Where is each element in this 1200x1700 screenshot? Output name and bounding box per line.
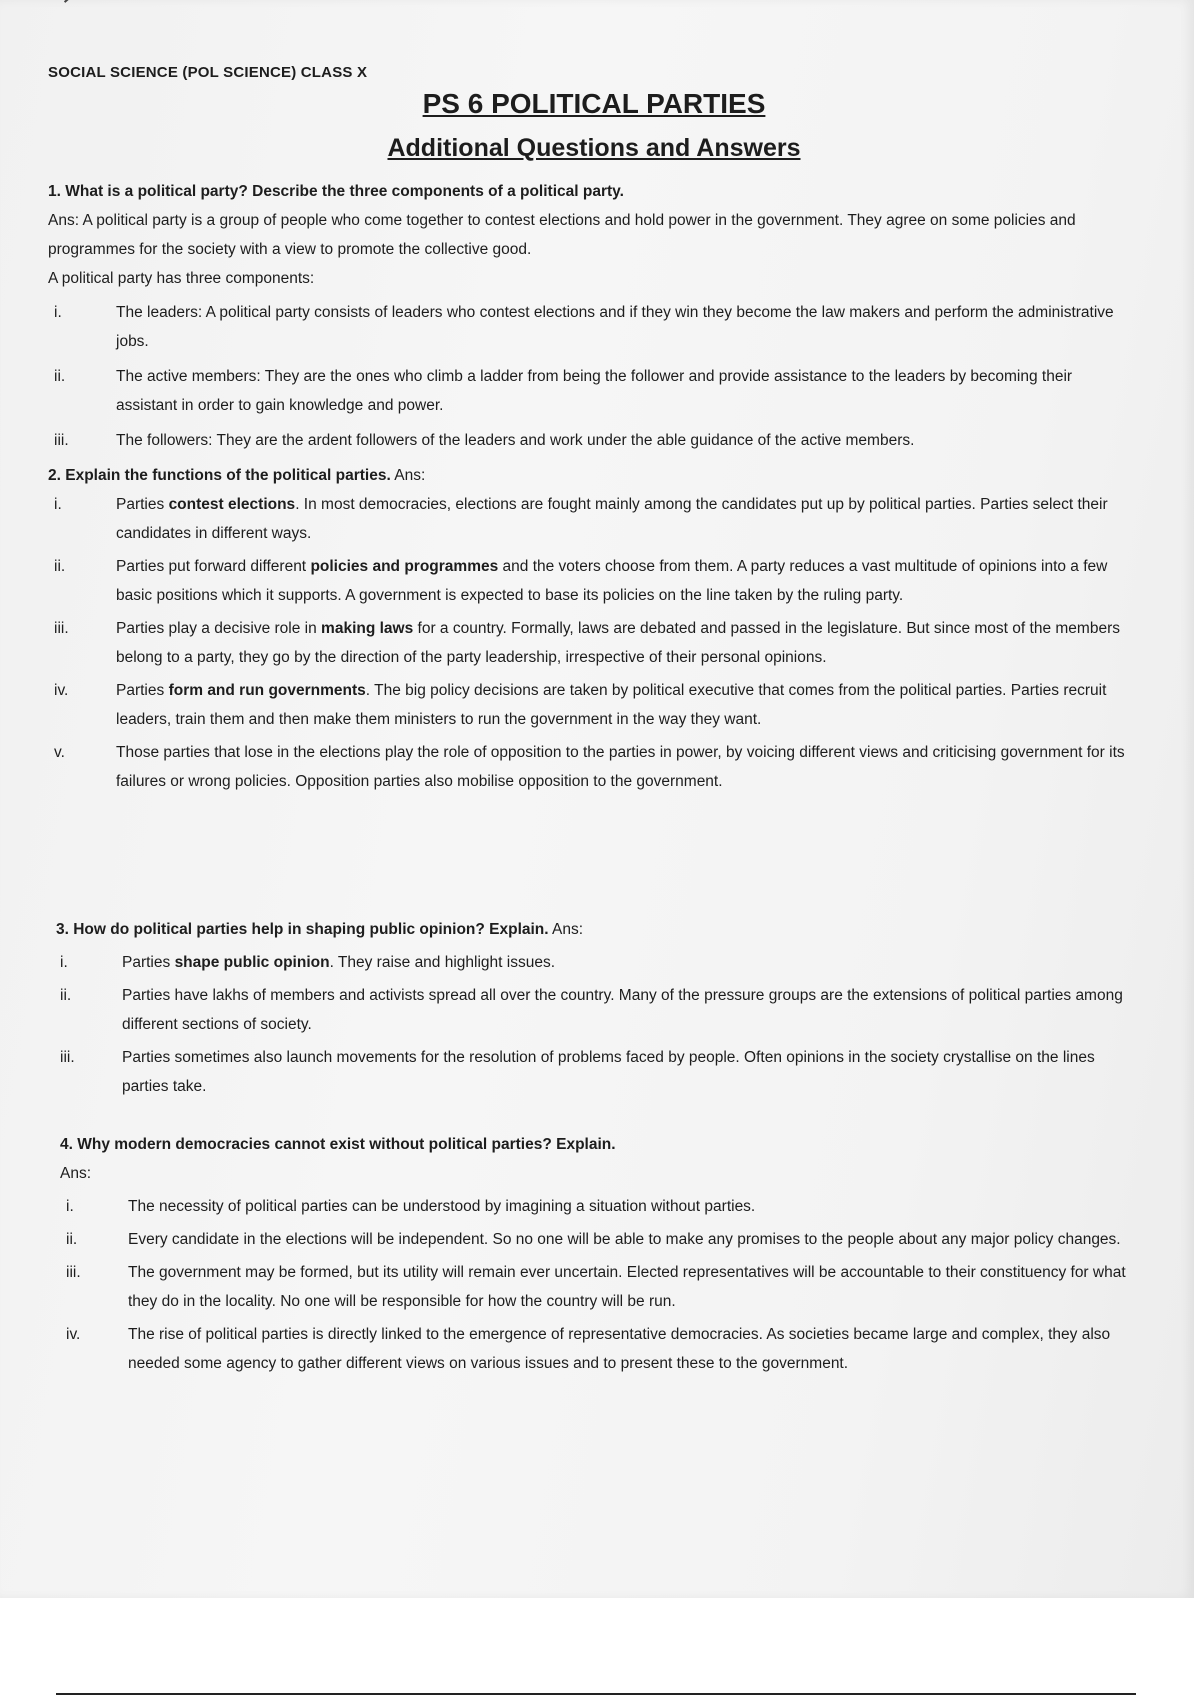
- question-3-ans-label: Ans:: [552, 921, 584, 938]
- item-text-bold: policies and programmes: [310, 558, 499, 575]
- item-number: i.: [54, 304, 62, 321]
- item-text-pre: Parties: [116, 496, 169, 513]
- item-number: iii.: [66, 1264, 81, 1281]
- bottom-rule: [56, 1693, 1136, 1695]
- item-text: The necessity of political parties can be understood by imagining a situation without parties.: [128, 1198, 756, 1215]
- page-subtitle-text: Additional Questions and Answers: [387, 134, 801, 162]
- item-number: i.: [60, 954, 68, 971]
- item-text-bold: making laws: [321, 620, 414, 637]
- item-text: [116, 738, 1154, 796]
- item-number: ii.: [60, 987, 72, 1004]
- item-text-pre: Parties put forward different: [116, 558, 311, 575]
- item-number: ii.: [54, 558, 66, 575]
- list-item: [54, 362, 1154, 420]
- item-text: [116, 614, 1154, 672]
- list-item: [54, 614, 1154, 672]
- question-2-ans-label: Ans:: [394, 467, 426, 484]
- list-item: [54, 298, 1154, 356]
- item-text-post: Parties have lakhs of members and activists spread all over the country. Many of the pressure groups are the extensions of political parties among different sections of society.: [122, 987, 1123, 1033]
- list-item: [54, 552, 1154, 610]
- question-2-list: [54, 490, 1154, 796]
- item-number: ii.: [54, 368, 66, 385]
- item-text-post: Those parties that lose in the elections play the role of opposition to the parties in power, by voicing different views and criticising government for its failures or wrong policies. Opposition parties also mobilise opposition to the government.: [116, 744, 1125, 790]
- item-text: Every candidate in the elections will be independent. So no one will be able to make any promises to the people about any major policy changes.: [128, 1231, 1121, 1248]
- question-4-list: [66, 1192, 1166, 1378]
- question-4: 4. Why modern democracies cannot exist without political parties? Explain.: [60, 1136, 616, 1153]
- list-item: [60, 981, 1160, 1039]
- item-text: The active members: They are the ones who climb a ladder from being the follower and provide assistance to the leaders by becoming their assistant in order to gain knowledge and power.: [116, 368, 1073, 414]
- item-number: ii.: [66, 1231, 78, 1248]
- item-text-post: for a country. Formally, laws are debated and passed in the legislature. But since most of the members belong to a party, they go by the direction of the party leadership, irrespective of their personal opinions.: [116, 620, 1120, 666]
- item-number: v.: [54, 744, 65, 761]
- question-1-answer: Ans: A political party is a group of people who come together to contest elections and hold power in the government. They agree on some policies and programmes for the society with a view to promote the collective good.: [48, 212, 1076, 258]
- list-item: [54, 738, 1154, 796]
- item-number: iii.: [54, 620, 69, 637]
- list-item: [60, 948, 1160, 977]
- list-item: [66, 1225, 1166, 1254]
- question-3-line: [56, 915, 1141, 944]
- question-2: 2. Explain the functions of the political parties.: [48, 467, 391, 484]
- list-item: [66, 1192, 1166, 1221]
- item-text-pre: Parties: [116, 682, 169, 699]
- item-number: i.: [54, 496, 62, 513]
- question-4-block: [60, 1130, 1145, 1188]
- question-1: 1. What is a political party? Describe the three components of a political party.: [48, 183, 624, 200]
- list-item: [54, 676, 1154, 734]
- item-number: iii.: [60, 1049, 75, 1066]
- question-3-list: [60, 948, 1160, 1101]
- question-4-ans-label: Ans:: [60, 1165, 92, 1182]
- list-item: [60, 1043, 1160, 1101]
- item-text: [116, 552, 1154, 610]
- item-text: The leaders: A political party consists of leaders who contest elections and if they win they become the law makers and perform the administrative jobs.: [116, 304, 1114, 350]
- question-1-intro: A political party has three components:: [48, 270, 315, 287]
- item-text: [116, 490, 1154, 548]
- question-3: 3. How do political parties help in shaping public opinion? Explain.: [56, 921, 549, 938]
- list-item: [54, 490, 1154, 548]
- item-text-post: . In most democracies, elections are fought mainly among the candidates put up by political parties. Parties select their candidates in different ways.: [116, 496, 1108, 542]
- item-text: [122, 948, 1160, 977]
- item-text: The rise of political parties is directly linked to the emergence of representative democracies. As societies became large and complex, they also needed some agency to gather different views on various issues and to present these to the government.: [128, 1326, 1111, 1372]
- item-text: [122, 981, 1160, 1039]
- item-text-bold: contest elections: [168, 496, 296, 513]
- page-title: [0, 88, 1200, 120]
- question-1-block: [48, 177, 1133, 293]
- item-text-bold: form and run governments: [168, 682, 366, 699]
- item-number: i.: [66, 1198, 74, 1215]
- question-2-line: [48, 461, 1133, 490]
- list-item: [54, 426, 1154, 455]
- question-2-block: [48, 461, 1133, 490]
- item-text-post: Parties sometimes also launch movements for the resolution of problems faced by people. Often opinions in the society crystallise on the lines parties take.: [122, 1049, 1095, 1095]
- item-text-bold: shape public opinion: [174, 954, 330, 971]
- item-text: The followers: They are the ardent followers of the leaders and work under the able guidance of the active members.: [116, 432, 915, 449]
- item-text-post: . They raise and highlight issues.: [329, 954, 556, 971]
- item-number: iii.: [54, 432, 69, 449]
- subject-header: SOCIAL SCIENCE (POL SCIENCE) CLASS X: [48, 64, 368, 81]
- list-item: [66, 1320, 1166, 1378]
- pen-mark: [64, 0, 82, 3]
- item-text-post: . The big policy decisions are taken by political executive that comes from the political parties. Parties recruit leaders, train them and then make them ministers to run the government in the way they want.: [116, 682, 1107, 728]
- item-text-pre: Parties play a decisive role in: [116, 620, 322, 637]
- item-text: [116, 676, 1154, 734]
- list-item: [66, 1258, 1166, 1316]
- item-text: The government may be formed, but its utility will remain ever uncertain. Elected representatives will be accountable to their constituency for what they do in the locality. No one will be responsible for how the country will be run.: [128, 1264, 1126, 1310]
- item-number: iv.: [66, 1326, 81, 1343]
- question-1-list: [54, 298, 1154, 455]
- item-text-pre: Parties: [122, 954, 175, 971]
- page-subtitle: [0, 134, 1200, 163]
- item-text: [122, 1043, 1160, 1101]
- question-3-block: [56, 915, 1141, 944]
- item-number: iv.: [54, 682, 69, 699]
- item-text-post: and the voters choose from them. A party reduces a vast multitude of opinions into a few basic positions which it supports. A government is expected to base its policies on the line taken by the ruling party.: [116, 558, 1108, 604]
- page-title-text: PS 6 POLITICAL PARTIES: [422, 88, 766, 119]
